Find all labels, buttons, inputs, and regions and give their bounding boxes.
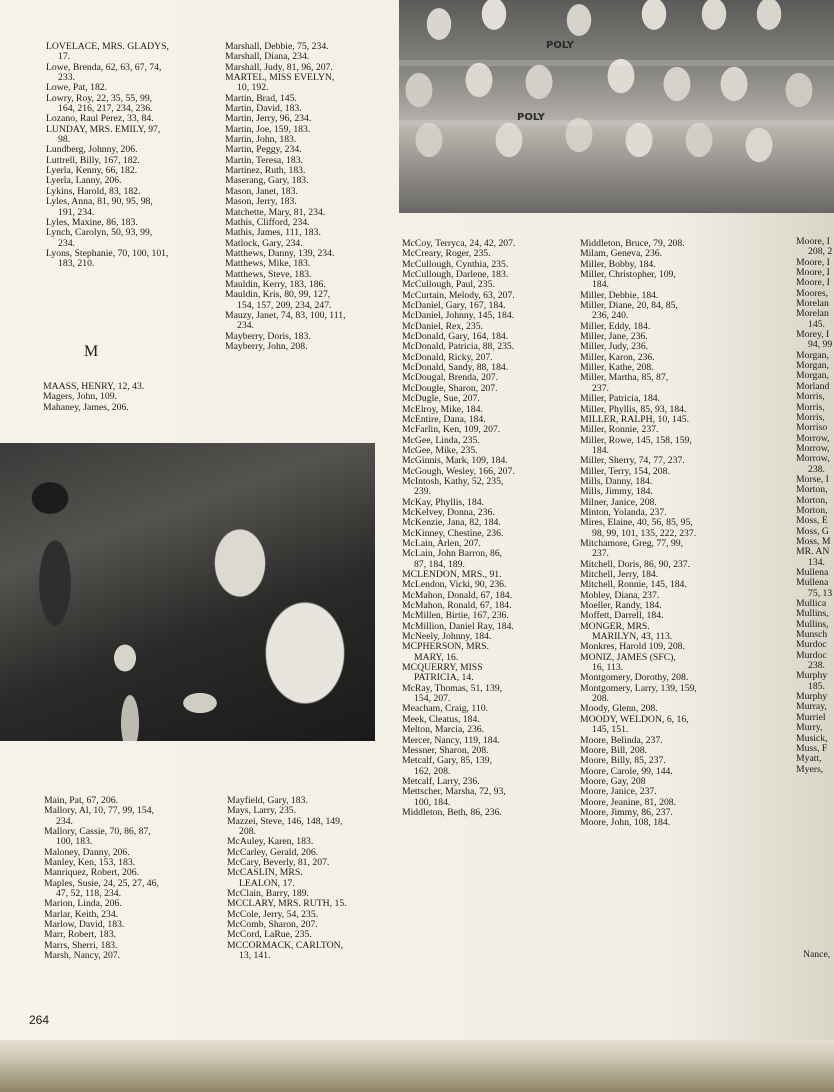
- index-entry-continuation: 100, 184.: [414, 796, 451, 808]
- index-column-7: [227, 796, 347, 962]
- index-entry: Morrow,: [796, 442, 830, 454]
- index-entry: Marr, Robert, 183.: [44, 929, 116, 941]
- index-entry: Miller, Patricia, 184.: [580, 393, 661, 405]
- index-entry: Muss, F: [796, 742, 828, 754]
- index-entry: MR. AN: [796, 546, 830, 558]
- index-entry: Milner, Janice, 208.: [580, 496, 657, 508]
- index-entry-continuation: 87, 184, 189.: [414, 558, 465, 570]
- index-entry-continuation: 145.: [808, 318, 825, 330]
- index-entry: Milam, Geneva, 236.: [580, 248, 663, 260]
- index-entry: McDugle, Sue, 207.: [402, 393, 480, 405]
- index-entry: Marrs, Sherri, 183.: [44, 939, 118, 951]
- index-entry: Middleton, Beth, 86, 236.: [402, 806, 502, 818]
- index-entry: Lyons, Stephanie, 70, 100, 101,: [46, 247, 169, 259]
- index-entry: Main, Pat, 67, 206.: [44, 795, 118, 806]
- index-entry: Meacham, Craig, 110.: [402, 703, 488, 715]
- index-entry: Murry,: [796, 722, 823, 734]
- index-entry-continuation: 94, 99: [808, 339, 833, 351]
- index-entry: McDonald, Ricky, 207.: [402, 351, 493, 363]
- index-entry: Mathis, James, 111, 183.: [225, 227, 321, 239]
- index-entry: McKenzie, Jana, 82, 184.: [402, 517, 501, 529]
- index-entry: Miller, Jane, 236.: [580, 331, 648, 343]
- index-entry: Lowe, Brenda, 62, 63, 67, 74,: [46, 61, 162, 73]
- index-entry: LUNDAY, MRS. EMILY, 97,: [46, 123, 161, 135]
- index-entry: Moore, Belinda, 237.: [580, 734, 663, 746]
- index-entry: Mitchell, Doris, 86, 90, 237.: [580, 558, 691, 570]
- index-entry: McCreary, Roger, 235.: [402, 248, 491, 260]
- index-entry: McEntire, Dana, 184.: [402, 413, 486, 425]
- index-entry: McGinnis, Mark, 109, 184.: [402, 455, 508, 467]
- index-entry: Mays, Larry, 235.: [227, 805, 297, 817]
- index-entry: Miller, Eddy, 184.: [580, 320, 651, 332]
- index-entry: Lyerla, Kenny, 66, 182.: [46, 165, 138, 177]
- index-entry-continuation: 239.: [414, 486, 431, 498]
- index-entry: MCPHERSON, MRS.: [402, 641, 489, 653]
- index-entry: Myers,: [796, 763, 824, 775]
- index-entry: McComb, Sharon, 207.: [227, 919, 318, 931]
- index-entry: McMillion, Daniel Ray, 184.: [402, 620, 514, 632]
- index-entry: Morgan,: [796, 370, 829, 382]
- index-column-4: [580, 239, 697, 829]
- index-entry: Moore, I: [796, 256, 830, 268]
- index-entry: Minton, Yolanda, 237.: [580, 506, 667, 518]
- index-entry-continuation: 236, 240.: [592, 310, 629, 322]
- index-entry-continuation: 145, 151.: [592, 724, 629, 736]
- index-entry: Moore, John, 108, 184.: [580, 817, 671, 829]
- section-heading: M: [84, 343, 99, 360]
- index-entry: McIntosh, Kathy, 52, 235,: [402, 475, 504, 487]
- index-entry: Monkres, Harold 109, 208.: [580, 641, 685, 653]
- index-entry: Manley, Ken, 153, 183.: [44, 857, 136, 869]
- index-entry: McDaniel, Rex, 235.: [402, 320, 483, 332]
- index-entry: Montgomery, Larry, 139, 159,: [580, 682, 697, 694]
- index-entry: McKay, Phyllis, 184.: [402, 496, 484, 508]
- index-entry: Morriso: [796, 422, 828, 434]
- index-entry: Metcalf, Larry, 236.: [402, 775, 480, 787]
- index-entry: McLain, John Barron, 86,: [402, 548, 503, 560]
- index-entry-continuation: 234.: [56, 815, 73, 827]
- index-entry: Mason, Janet, 183.: [225, 185, 298, 197]
- index-entry-continuation: 164, 216, 217, 234, 236.: [58, 103, 153, 115]
- index-entry: Moss, G: [796, 525, 829, 537]
- index-entry: Mullena: [796, 567, 829, 578]
- index-entry: MAASS, HENRY, 12, 43.: [43, 381, 145, 392]
- index-entry: Marsh, Nancy, 207.: [44, 950, 121, 962]
- index-entry: Miller, Diane, 20, 84, 85,: [580, 300, 678, 312]
- index-entry-continuation: MARILYN, 43, 113.: [592, 631, 673, 643]
- index-entry: Miller, Martha, 85, 87,: [580, 372, 669, 384]
- index-entry: LOVELACE, MRS. GLADYS,: [46, 41, 169, 52]
- index-entry-continuation: MARY, 16.: [414, 651, 459, 663]
- index-entry: Maples, Susie, 24, 25, 27, 46,: [44, 877, 159, 889]
- index-entry: Mason, Jerry, 183.: [225, 196, 297, 208]
- index-entry: Martin, John, 183.: [225, 134, 297, 146]
- index-entry: Lowry, Roy, 22, 35, 55, 99,: [46, 92, 153, 104]
- page-bottom-edge: [0, 1040, 834, 1092]
- index-entry: Moffett, Darrell, 184.: [580, 610, 664, 622]
- index-entry: Morgan,: [796, 360, 829, 372]
- index-entry: Moss, E: [796, 515, 828, 527]
- index-entry: Musick,: [796, 732, 828, 744]
- index-entry-continuation: 75, 13: [808, 587, 833, 599]
- index-entry: McDonald, Gary, 164, 184.: [402, 331, 509, 343]
- index-entry: Mires, Elaine, 40, 56, 85, 95,: [580, 517, 693, 529]
- index-entry: McCole, Jerry, 54, 235.: [227, 908, 319, 920]
- index-entry: Morton,: [796, 494, 828, 506]
- index-entry: Munsch: [796, 629, 828, 641]
- index-entry: Lyles, Anna, 81, 90, 95, 98,: [46, 196, 153, 208]
- index-entry: Mobley, Diana, 237.: [580, 589, 660, 601]
- index-entry-continuation: 234.: [237, 320, 254, 332]
- index-column-8-cropped: [803, 950, 830, 960]
- index-entry: Miller, Terry, 154, 208.: [580, 465, 670, 477]
- index-entry-continuation: 183, 210.: [58, 258, 95, 270]
- index-entry: Marshall, Diana, 234.: [225, 51, 310, 63]
- index-entry: Moore, I: [796, 277, 830, 289]
- index-entry: MCLENDON, MRS., 91.: [402, 569, 502, 580]
- index-entry-continuation: LEALON, 17.: [239, 877, 295, 889]
- index-entry: McCASLIN, MRS.: [227, 867, 303, 879]
- index-entry: Morland: [796, 380, 830, 392]
- index-entry: MILLER, RALPH, 10, 145.: [580, 413, 689, 425]
- index-entry: Morey, I: [796, 329, 830, 341]
- index-entry: Martin, David, 183.: [225, 103, 302, 115]
- index-entry: Miller, Rowe, 145, 158, 159,: [580, 434, 692, 446]
- index-entry: Lyerla, Lanny, 206.: [46, 175, 122, 187]
- index-entry-continuation: 162, 208.: [414, 765, 451, 777]
- index-entry-continuation: 233.: [58, 72, 75, 84]
- index-entry: Morrow,: [796, 432, 830, 444]
- index-entry: McKelvey, Donna, 236.: [402, 506, 495, 518]
- index-entry-continuation: 13, 141.: [239, 950, 271, 962]
- index-entry: McDaniel, Johnny, 145, 184.: [402, 310, 515, 322]
- index-entry: MARTEL, MISS EVELYN,: [225, 72, 335, 84]
- index-entry: Moore, Janice, 237.: [580, 786, 657, 798]
- index-entry: Mullica: [796, 598, 827, 610]
- index-entry: Moore, I: [796, 236, 830, 247]
- index-entry: Montgomery, Dorothy, 208.: [580, 672, 689, 684]
- index-entry: Miller, Sherry, 74, 77, 237.: [580, 455, 685, 467]
- index-entry: Mitchell, Jerry, 184.: [580, 569, 659, 580]
- index-entry: Miller, Christopher, 109,: [580, 269, 676, 281]
- index-entry: Messner, Sharon, 208.: [402, 744, 489, 756]
- index-entry: Lyles, Maxine, 86, 183.: [46, 216, 138, 228]
- index-entry: McDaniel, Gary, 167, 184.: [402, 300, 506, 312]
- index-entry: McKinney, Chestine, 236.: [402, 527, 504, 539]
- index-entry: Martinez, Ruth, 183.: [225, 165, 306, 177]
- index-entry: Mayberry, Doris, 183.: [225, 330, 311, 342]
- index-entry: Lowe, Pat, 182.: [46, 82, 108, 94]
- index-entry: Marion, Linda, 206.: [44, 898, 122, 910]
- index-entry-continuation: 134.: [808, 556, 825, 568]
- index-entry-continuation: 208.: [239, 826, 256, 838]
- index-entry: McCullough, Paul, 235.: [402, 279, 495, 291]
- team-photo-top: [399, 0, 834, 213]
- photo-row-shading: [399, 60, 834, 66]
- index-entry-continuation: 237.: [592, 382, 609, 394]
- index-entry: Moss, M: [796, 535, 831, 547]
- index-entry: MOODY, WELDON, 6, 16,: [580, 713, 689, 725]
- index-entry: Martin, Jerry, 96, 234.: [225, 113, 312, 125]
- index-entry: Matchette, Mary, 81, 234.: [225, 206, 326, 218]
- index-entry: Mullins,: [796, 618, 829, 630]
- index-entry: Miller, Bobby, 184.: [580, 258, 656, 270]
- index-entry: Marshall, Judy, 81, 96, 207.: [225, 61, 333, 73]
- index-entry: Murriel: [796, 711, 826, 723]
- index-entry: McRay, Thomas, 51, 139,: [402, 682, 503, 694]
- index-entry-continuation: 100, 183.: [56, 836, 93, 848]
- index-entry: McFarlin, Ken, 109, 207.: [402, 424, 501, 436]
- index-entry: Murphy: [796, 670, 828, 682]
- index-entry: Lundberg, Johnny, 206.: [46, 144, 138, 156]
- index-entry: Martin, Joe, 159, 183.: [225, 123, 311, 135]
- index-entry: McDougal, Brenda, 207.: [402, 372, 499, 384]
- index-entry-continuation: 154, 157, 209, 234, 247.: [237, 299, 332, 311]
- index-entry: McGough, Wesley, 166, 207.: [402, 465, 515, 477]
- index-entry: Martin, Peggy, 234.: [225, 144, 302, 156]
- index-entry: Melton, Marcia, 236.: [402, 724, 485, 736]
- index-entry: Lynch, Carolyn, 50, 93, 99,: [46, 227, 153, 239]
- index-entry-continuation: 234.: [58, 237, 75, 249]
- index-entry: Morelan: [796, 308, 829, 320]
- index-entry-continuation: 191, 234.: [58, 206, 95, 218]
- index-entry: Marlar, Keith, 234.: [44, 908, 119, 920]
- index-entry: Miller, Karon, 236.: [580, 351, 655, 363]
- index-entry: Metcalf, Gary, 85, 139,: [402, 755, 493, 767]
- index-entry: Mettscher, Marsha, 72, 93,: [402, 786, 506, 798]
- index-entry: MONGER, MRS.: [580, 620, 650, 632]
- index-entry: McMillen, Birtie, 167, 236.: [402, 610, 509, 622]
- index-entry: Murphy: [796, 691, 828, 703]
- index-entry: McLendon, Vicki, 90, 236.: [402, 579, 507, 591]
- index-entry: Mauldin, Kris, 80, 99, 127,: [225, 289, 331, 301]
- index-entry: McCullough, Cynthia, 235.: [402, 258, 509, 270]
- index-entry: McClain, Barry, 189.: [227, 888, 309, 900]
- index-entry: Miller, Kathe, 208.: [580, 362, 654, 374]
- index-entry-continuation: 185.: [808, 680, 825, 692]
- index-entry: Moore, Bill, 208.: [580, 744, 648, 756]
- index-entry: Morrow,: [796, 453, 830, 465]
- index-entry: Moore, Carole, 99, 144.: [580, 765, 673, 777]
- index-entry: Moore, Jimmy, 86, 237.: [580, 806, 673, 818]
- index-entry: Lykins, Harold, 83, 182.: [46, 185, 141, 197]
- index-entry-continuation: 47, 52, 118, 234.: [56, 888, 122, 900]
- index-entry: Moody, Glenn, 208.: [580, 703, 658, 715]
- index-entry: Morton,: [796, 484, 828, 496]
- index-entry: McGee, Mike, 235.: [402, 444, 478, 456]
- index-entry-continuation: 237.: [592, 548, 609, 560]
- index-entry: Matlock, Gary, 234.: [225, 237, 303, 249]
- index-entry-continuation: 208, 2: [808, 246, 833, 258]
- index-entry: Moeller, Randy, 184.: [580, 600, 662, 612]
- index-entry: McMahon, Donald, 67, 184.: [402, 589, 513, 601]
- index-column-6: [44, 796, 159, 962]
- index-column-1: [46, 42, 169, 270]
- index-entry: McGee, Linda, 235.: [402, 434, 480, 446]
- index-entry-continuation: 184.: [592, 279, 609, 291]
- jersey-lettering: POLY: [517, 112, 545, 123]
- index-column-1b: [43, 382, 144, 413]
- index-entry: Moores,: [796, 287, 829, 299]
- index-entry: Martin, Brad, 145.: [225, 92, 297, 104]
- index-entry: Marshall, Debbie, 75, 234.: [225, 41, 329, 52]
- index-entry: McCarley, Gerald, 206.: [227, 846, 319, 858]
- index-entry: Marlow, David, 183.: [44, 919, 125, 931]
- photo-row-shading: [399, 120, 834, 126]
- index-entry: Lozano, Raul Perez, 33, 84.: [46, 113, 154, 125]
- index-entry: McCoy, Terryca, 24, 42, 207.: [402, 238, 516, 249]
- index-entry: MONIZ, JAMES (SFC),: [580, 651, 676, 663]
- index-entry: Mallory, Al, 10, 77, 99, 154,: [44, 805, 154, 817]
- index-entry: McCary, Beverly, 81, 207.: [227, 857, 330, 869]
- index-entry: Luttrell, Billy, 167, 182.: [46, 154, 140, 166]
- index-entry: Moore, I: [796, 267, 830, 279]
- index-entry: Morton,: [796, 504, 828, 516]
- index-entry-continuation: 98, 99, 101, 135, 222, 237.: [592, 527, 697, 539]
- index-entry: Mayberry, John, 208.: [225, 340, 308, 352]
- index-entry: Morris,: [796, 411, 825, 423]
- index-entry: McDougle, Sharon, 207.: [402, 382, 498, 394]
- index-entry: Myatt,: [796, 753, 822, 765]
- index-entry: Mahaney, James, 206.: [43, 401, 129, 413]
- index-entry: Morelan: [796, 298, 829, 310]
- index-entry: Mercer, Nancy, 119, 184.: [402, 734, 500, 746]
- wrestling-photo: [0, 443, 375, 741]
- index-entry: McMahon, Ronald, 67, 184.: [402, 600, 512, 612]
- index-entry: Morgan,: [796, 349, 829, 361]
- index-entry-continuation: 238.: [808, 660, 825, 672]
- index-entry: Miller, Debbie, 184.: [580, 289, 659, 301]
- index-column-5-cropped: [796, 237, 832, 775]
- index-entry: Morris,: [796, 401, 825, 413]
- index-entry: Mazzei, Steve, 146, 148, 149,: [227, 815, 343, 827]
- index-entry: Meek, Cleatus, 184.: [402, 713, 480, 725]
- index-entry: Manriquez, Robert, 206.: [44, 867, 139, 879]
- index-entry: Murdoc: [796, 649, 827, 661]
- index-entry: Mitchamore, Greg, 77, 99,: [580, 537, 684, 549]
- index-entry: Morris,: [796, 391, 825, 403]
- index-entry: McNeely, Johnny, 184.: [402, 631, 492, 643]
- index-entry: Martin, Teresa, 183.: [225, 154, 303, 166]
- index-entry: Mullena: [796, 577, 829, 589]
- index-entry: Murdoc: [796, 639, 827, 651]
- index-entry: Maloney, Danny, 206.: [44, 846, 130, 858]
- index-entry: Mitchell, Ronnie, 145, 184.: [580, 579, 687, 591]
- index-entry: Moore, Jeanine, 81, 208.: [580, 796, 677, 808]
- index-entry-continuation: 184.: [592, 444, 609, 456]
- index-entry-continuation: 208.: [592, 693, 609, 705]
- index-entry: McCullough, Darlene, 183.: [402, 269, 509, 281]
- index-entry: Middleton, Bruce, 79, 208.: [580, 238, 685, 249]
- index-entry: Matthews, Steve, 183.: [225, 268, 312, 280]
- index-entry: McDonald, Patricia, 88, 235.: [402, 341, 515, 353]
- index-entry: McCord, LaRue, 235.: [227, 929, 312, 941]
- index-entry: Morse, I: [796, 473, 829, 485]
- jersey-lettering: POLY: [546, 40, 574, 51]
- index-entry: MCQUERRY, MISS: [402, 662, 483, 674]
- index-entry: McAuley, Karen, 183.: [227, 836, 314, 848]
- index-entry: McDonald, Sandy, 88, 184.: [402, 362, 509, 374]
- index-column-3: [402, 239, 515, 818]
- index-entry: McLain, Arlen, 207.: [402, 537, 481, 549]
- index-entry: Mullins,: [796, 608, 829, 620]
- index-entry-continuation: 10, 192.: [237, 82, 269, 94]
- index-entry: MCCORMACK, CARLTON,: [227, 939, 344, 951]
- index-entry: McCurtain, Melody, 63, 207.: [402, 289, 515, 301]
- index-entry: Mills, Danny, 184.: [580, 475, 653, 487]
- index-entry: Miller, Phyllis, 85, 93, 184.: [580, 403, 687, 415]
- index-entry-continuation: PATRICIA, 14.: [414, 672, 474, 684]
- index-entry: MCCLARY, MRS. RUTH, 15.: [227, 898, 347, 910]
- index-entry: Maserang, Gary, 183.: [225, 175, 309, 187]
- index-entry-continuation: 98.: [58, 134, 71, 146]
- index-entry: Mayfield, Gary, 183.: [227, 795, 308, 806]
- index-entry: Mathis, Clifford, 234.: [225, 216, 310, 228]
- index-entry: Matthews, Mike, 183.: [225, 258, 311, 270]
- index-entry: Mills, Jimmy, 184.: [580, 486, 653, 498]
- index-entry: Murray,: [796, 701, 827, 713]
- index-entry-continuation: 238.: [808, 463, 825, 475]
- index-entry-continuation: 16, 113.: [592, 662, 624, 674]
- index-entry-continuation: 17.: [58, 51, 71, 63]
- index-entry: Miller, Ronnie, 237.: [580, 424, 659, 436]
- index-entry: Moore, Billy, 85, 237.: [580, 755, 666, 767]
- index-entry-continuation: 154, 207.: [414, 693, 451, 705]
- index-entry: Matthews, Danny, 139, 234.: [225, 247, 335, 259]
- index-entry: Magers, John, 109.: [43, 391, 117, 403]
- page-number: 264: [29, 1013, 50, 1027]
- index-entry: Mauldin, Kerry, 183, 186.: [225, 278, 326, 290]
- index-column-2: [225, 42, 346, 352]
- index-entry: Mauzy, Janet, 74, 83, 100, 111,: [225, 309, 346, 321]
- index-entry: Miller, Judy, 236.: [580, 341, 649, 353]
- index-entry: Mallory, Cassie, 70, 86, 87,: [44, 826, 151, 838]
- index-entry: Nance,: [803, 949, 831, 960]
- index-entry: McElroy, Mike, 184.: [402, 403, 483, 415]
- index-entry: Moore, Gay, 208: [580, 775, 646, 787]
